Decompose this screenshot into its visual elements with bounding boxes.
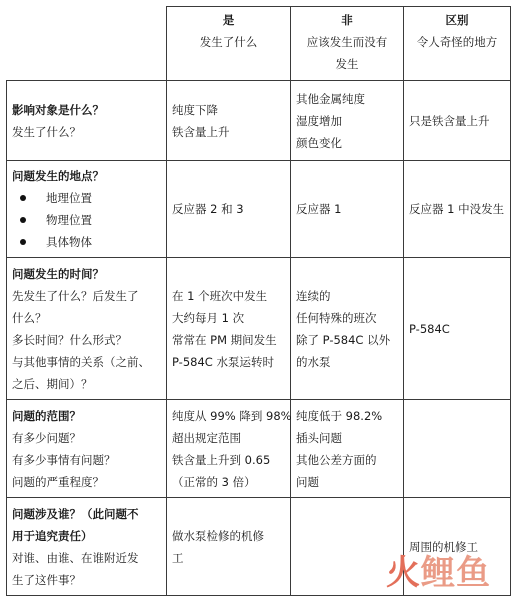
is-cell [167,81,291,161]
row-label [7,400,167,498]
row-question: 问题发生的地点？ [12,169,104,183]
table-row [7,161,511,258]
header-is-not [291,7,404,81]
is-text: 在 1 个班次中发生 [172,288,268,303]
row-question-detail: 对谁、由谁、在谁附近发 [12,550,139,565]
is-cell [167,161,291,258]
is-text: 工 [172,550,184,565]
watermark-text-2: 鲤鱼 [421,553,491,593]
header-is-not-subtitle-1: 应该发生而没有 [306,35,388,49]
bullet-text: 具体物体 [46,235,92,249]
row-question: 影响对象是什么？ [12,102,104,117]
is-not-text: 任何特殊的班次 [296,310,377,325]
header-is-title: 是 [222,13,235,27]
distinction-cell [404,161,511,258]
is-not-text: 其他公差方面的 [296,452,377,467]
is-not-text: 插头问题 [296,430,342,445]
is-text: 铁含量上升到 0.65 [172,452,271,467]
is-not-text: 除了 P-584C 以外 [296,332,391,347]
is-text: （正常的 3 倍） [172,474,256,489]
distinction-text: 周围的机修工 [409,539,478,554]
header-is-subtitle: 发生了什么 [199,35,258,49]
distinction-text: 反应器 1 中没发生 [409,202,505,216]
header-is [167,7,291,81]
row-question-detail: 生了这件事？ [12,572,81,587]
row-question-detail: 多长时间？什么形式？ [12,332,127,347]
row-question-detail: 有多少事情有问题？ [12,452,116,467]
is-text: 纯度下降 [172,102,218,117]
is-not-text: 反应器 1 [296,202,342,216]
bullet-item [12,187,161,209]
watermark-text-1: 火 [386,553,421,593]
row-question: 问题发生的时间？ [12,266,104,281]
is-text: 做水泵检修的机修 [172,528,264,543]
is-cell [167,498,291,596]
is-not-cell [291,81,404,161]
distinction-text: 只是铁含量上升 [409,113,490,128]
header-row [7,7,511,81]
is-not-cell [291,400,404,498]
is-text: 超出规定范围 [172,430,241,445]
bullet-item [12,231,161,253]
is-text: 大约每月 1 次 [172,310,245,325]
header-distinction-subtitle: 令人奇怪的地方 [416,35,498,49]
is-text: P-584C 水泵运转时 [172,354,274,369]
row-question-detail: 什么？ [12,310,47,325]
header-corner [7,7,167,81]
row-question-detail: 先发生了什么？后发生了 [12,288,139,303]
table-row [7,400,511,498]
row-label [7,81,167,161]
distinction-text: P-584C [409,321,450,336]
row-question-detail: 有多少问题？ [12,430,81,445]
is-not-text: 纯度低于 98.2% [296,408,383,423]
row-label [7,258,167,400]
is-cell [167,258,291,400]
is-text: 常常在 PM 期间发生 [172,332,277,347]
table-row [7,258,511,400]
bullet-icon [20,239,26,245]
bullet-icon [20,217,26,223]
is-not-text: 问题 [296,474,319,489]
is-not-text: 颜色变化 [296,135,342,150]
row-question-detail: 发生了什么？ [12,124,81,139]
is-text: 纯度从 99% 降到 98% [172,408,292,423]
is-is-not-table [6,6,511,596]
row-question-detail: 问题的严重程度？ [12,474,104,489]
bullet-text: 物理位置 [46,213,92,227]
row-question-detail: 之后、期间）？ [12,376,93,391]
row-label [7,498,167,596]
row-question-detail: 与其他事情的关系（之前、 [12,354,150,369]
is-not-text: 连续的 [296,288,331,303]
header-is-not-title: 非 [341,13,353,27]
is-not-cell [291,161,404,258]
bullet-item [12,209,161,231]
distinction-cell [404,258,511,400]
is-not-cell [291,258,404,400]
row-label [7,161,167,258]
header-distinction [404,7,511,81]
is-not-text: 的水泵 [296,354,331,369]
bullet-text: 地理位置 [46,191,92,205]
distinction-cell [404,81,511,161]
is-text: 反应器 2 和 3 [172,202,244,216]
is-cell [167,400,291,498]
bullet-icon [20,195,26,201]
header-distinction-title: 区别 [445,13,469,27]
is-not-text: 湿度增加 [296,113,342,128]
distinction-cell [404,400,511,498]
table-row [7,81,511,161]
is-not-text: 其他金属纯度 [296,91,365,106]
row-question: 用于追究责任） [12,528,93,543]
is-text: 铁含量上升 [172,124,230,139]
header-is-not-subtitle-2: 发生 [335,57,359,71]
row-question: 问题涉及谁？（此问题不 [12,506,139,521]
watermark-logo [386,555,491,591]
row-question: 问题的范围？ [12,408,81,423]
